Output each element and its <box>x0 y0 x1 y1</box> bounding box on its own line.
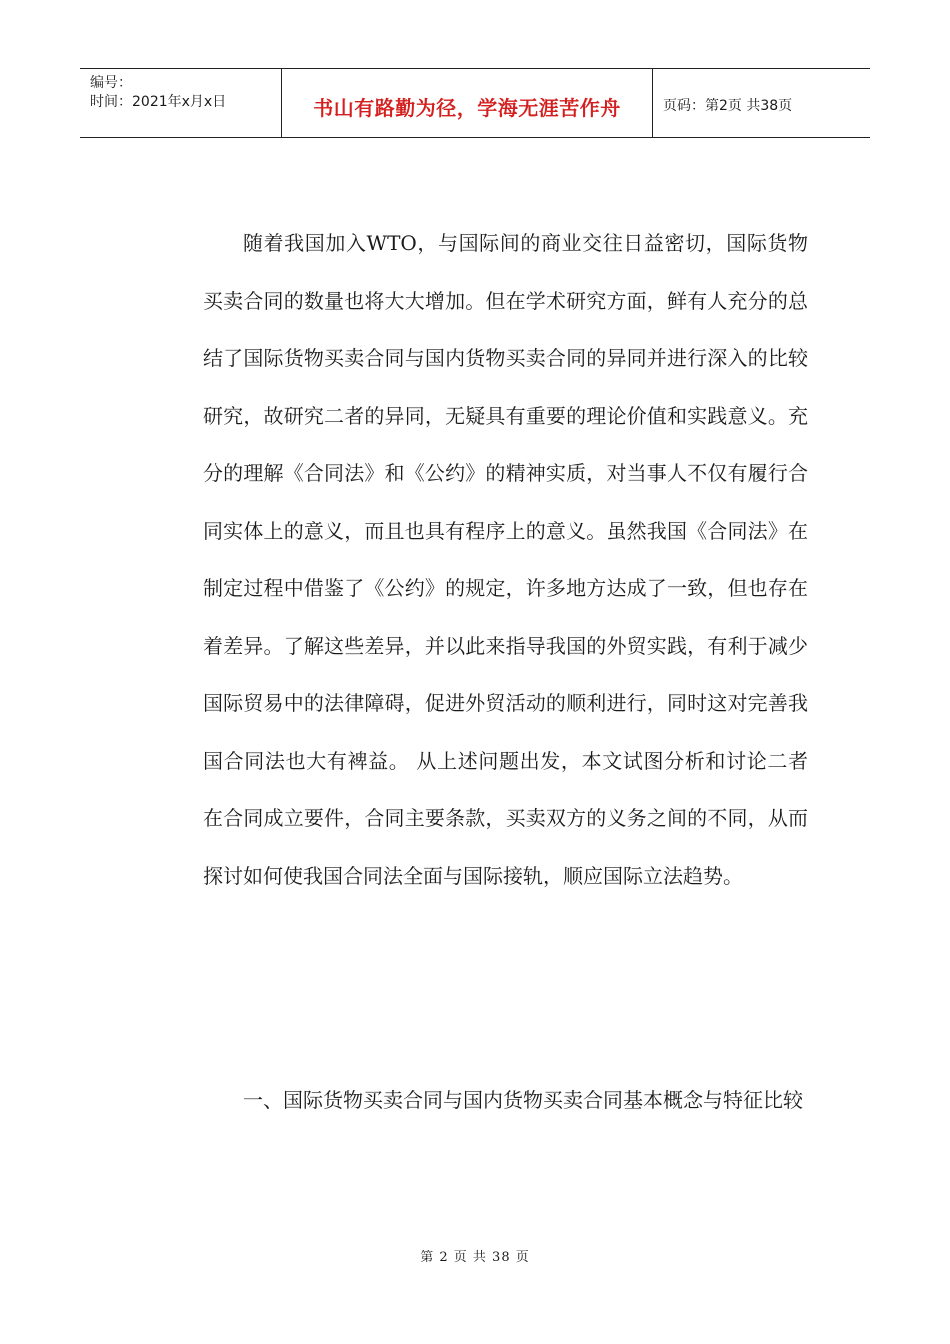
body-paragraph: 随着我国加入WTO，与国际间的商业交往日益密切，国际货物买卖合同的数量也将大大增加。但在学术研究方面，鲜有人充分的总结了国际货物买卖合同与国内货物买卖合同的异同并进行深入的比较研究，故研究二者的异同，无疑具有重要的理论价值和实践意义。充分的理解《合同法》和《公约》的精神实质，对当事人不仅有履行合同实体上的意义，而且也具有程序上的意义。虽然我国《合同法》在制定过程中借鉴了《公约》的规定，许多地方达成了一致，但也存在着差异。了解这些差异，并以此来指导我国的外贸实践，有利于减少国际贸易中的法律障碍，促进外贸活动的顺利进行，同时这对完善我国合同法也大有裨益。 从上述问题出发，本文试图分析和讨论二者在合同成立要件，合同主要条款，买卖双方的义务之间的不同，从而探讨如何使我国合同法全面与国际接轨，顺应国际立法趋势。 <box>203 231 808 888</box>
section-heading-block <box>203 1072 808 1130</box>
section-heading: 一、国际货物买卖合同与国内货物买卖合同基本概念与特征比较 <box>243 1088 803 1112</box>
body-paragraph-block <box>203 215 808 905</box>
time-label: 时间：2021年x月x日 <box>90 94 227 110</box>
header-meta-cell <box>80 69 282 137</box>
page-footer: 第 2 页 共 38 页 <box>420 1250 530 1265</box>
header-motto-cell <box>282 69 653 137</box>
serial-label: 编号： <box>90 75 132 91</box>
header-page-cell <box>653 69 870 137</box>
page-info: 页码：第2页 共38页 <box>663 98 793 114</box>
header-table <box>80 68 870 138</box>
motto: 书山有路勤为径，学海无涯苦作舟 <box>313 96 621 120</box>
